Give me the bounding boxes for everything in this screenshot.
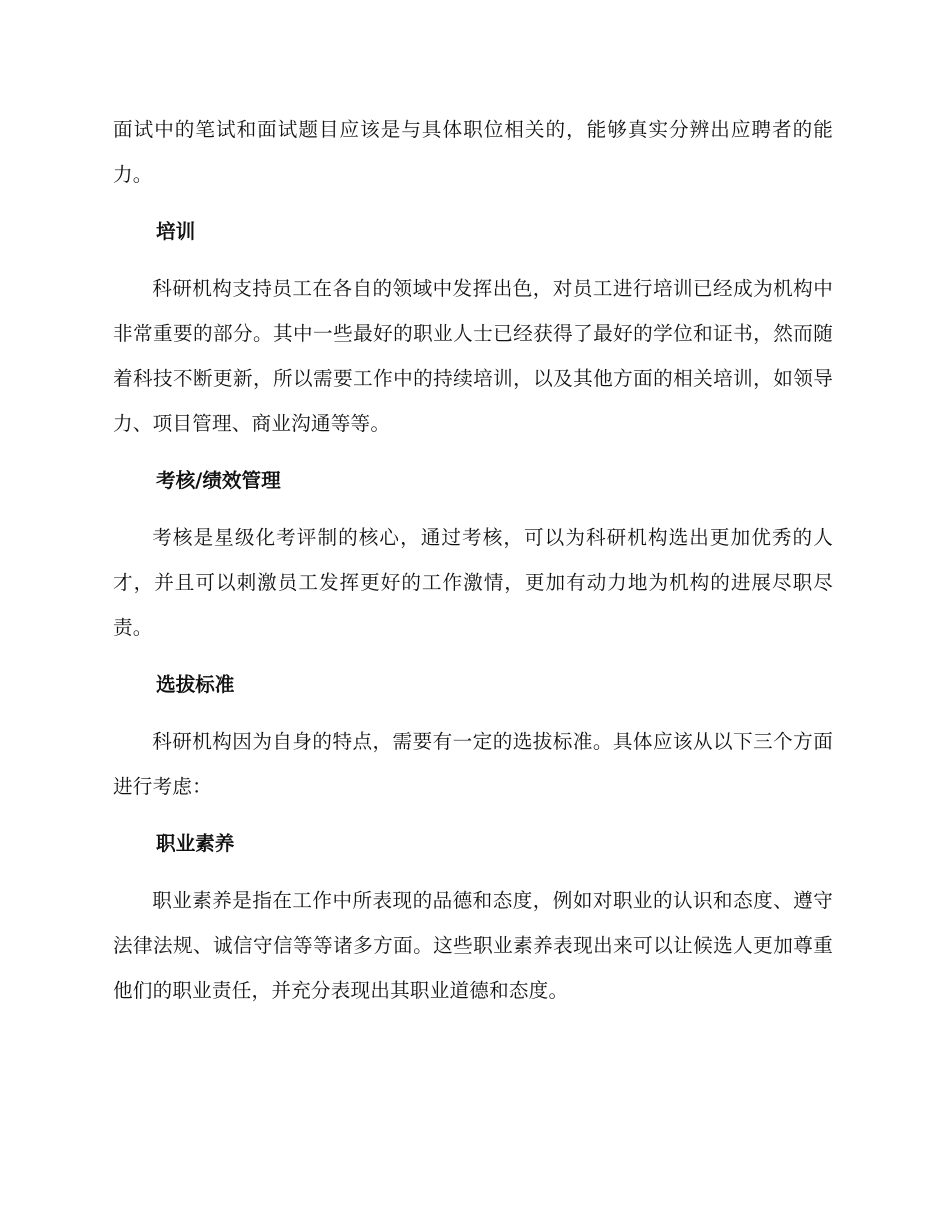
paragraph-performance: 考核是星级化考评制的核心，通过考核，可以为科研机构选出更加优秀的人才，并且可以刺激员工发挥更好的工作激情，更加有动力地为机构的进展尽职尽责。 bbox=[113, 526, 833, 639]
paragraph-professionalism: 职业素养是指在工作中所表现的品德和态度，例如对职业的认识和态度、遵守法律法规、诚信守信等等诸多方面。这些职业素养表现出来可以让候选人更加尊重他们的职业责任，并充分表现出其职业道德和态度。 bbox=[113, 889, 833, 1002]
heading-performance: 考核/绩效管理 bbox=[156, 469, 281, 492]
paragraph-selection-criteria: 科研机构因为自身的特点，需要有一定的选拔标准。具体应该从以下三个方面进行考虑： bbox=[113, 730, 833, 798]
heading-training: 培训 bbox=[156, 220, 196, 243]
paragraph-interview-continuation: 面试中的笔试和面试题目应该是与具体职位相关的，能够真实分辨出应聘者的能力。 bbox=[113, 118, 833, 186]
document-body bbox=[113, 107, 833, 1025]
heading-selection-criteria: 选拔标准 bbox=[156, 673, 235, 696]
heading-professionalism: 职业素养 bbox=[156, 832, 235, 855]
paragraph-training: 科研机构支持员工在各自的领域中发挥出色，对员工进行培训已经成为机构中非常重要的部分。其中一些最好的职业人士已经获得了最好的学位和证书，然而随着科技不断更新，所以需要工作中的持续培训，以及其他方面的相关培训，如领导力、项目管理、商业沟通等等。 bbox=[113, 277, 833, 435]
